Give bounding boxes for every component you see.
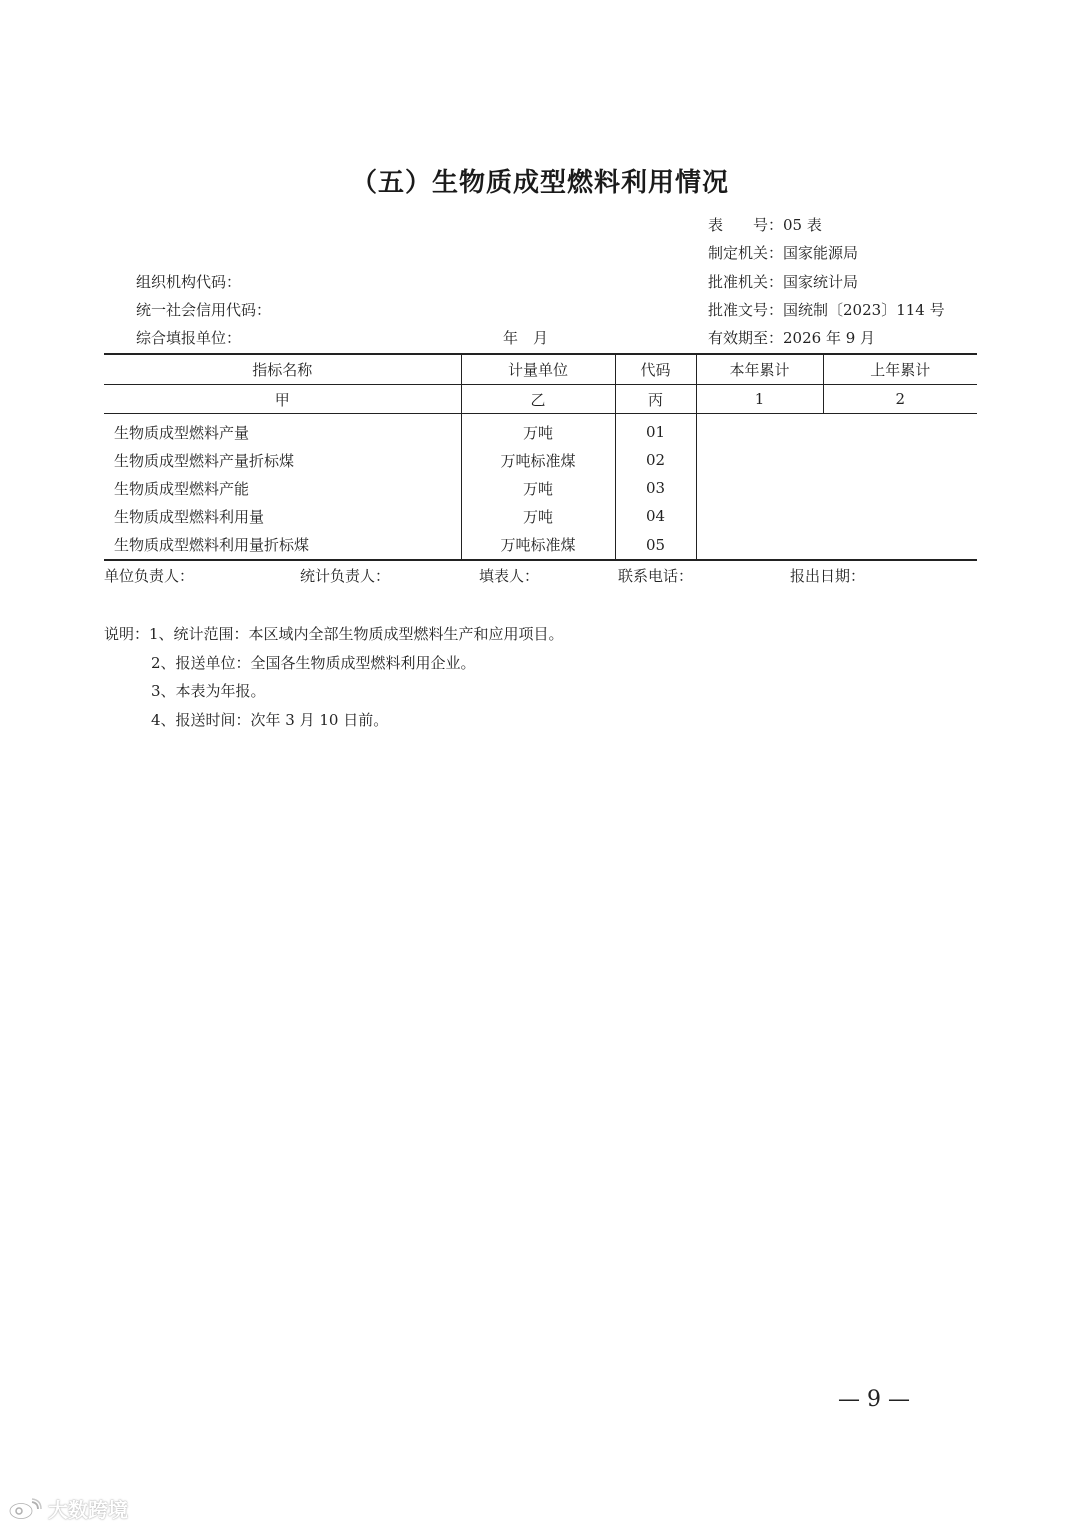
row-unit: 万吨标准煤 [461, 530, 615, 560]
issuing-authority-label: 制定机关： [708, 244, 784, 262]
valid-until-label: 有效期至： [708, 329, 784, 347]
watermark-text: 大数跨境 [48, 1498, 128, 1522]
row-indicator-name: 生物质成型燃料利用量折标煤 [104, 530, 461, 560]
subheader-yi: 乙 [461, 385, 615, 414]
row-code: 04 [615, 502, 696, 530]
table-row [104, 414, 977, 447]
year-month-field: 年 月 [503, 329, 549, 347]
row-unit: 万吨标准煤 [461, 446, 615, 474]
row-indicator-name: 生物质成型燃料利用量 [114, 507, 265, 526]
form-title: （五）生物质成型燃料利用情况 [350, 168, 729, 198]
subheader-jia: 甲 [104, 385, 461, 414]
filler-field: 填表人： [479, 567, 540, 585]
row-value-cell[interactable] [696, 414, 977, 447]
table-subheader-row [104, 385, 977, 414]
row-indicator-name: 生物质成型燃料产量 [114, 423, 250, 442]
approving-authority-value: 国家统计局 [783, 273, 859, 291]
valid-until [708, 328, 875, 348]
approval-number-value: 国统制〔2023〕114 号 [783, 301, 945, 319]
org-code-field: 组织机构代码： [136, 273, 242, 291]
valid-until-value: 2026 年 9 月 [783, 329, 876, 347]
approving-authority-label: 批准机关： [708, 273, 784, 291]
row-code: 01 [615, 414, 696, 447]
row-indicator-name: 生物质成型燃料产能 [114, 479, 250, 498]
credit-code-field: 统一社会信用代码： [136, 301, 272, 319]
subheader-bing: 丙 [615, 385, 696, 414]
row-unit: 万吨 [461, 502, 615, 530]
header-indicator-name: 指标名称 [104, 354, 461, 385]
subheader-2: 2 [823, 385, 977, 414]
row-indicator-name: 生物质成型燃料产量折标煤 [114, 451, 295, 470]
subheader-1: 1 [696, 385, 823, 414]
table-number-label: 表 号： [708, 216, 784, 234]
note-item: 说明：1、统计范围：本区域内全部生物质成型燃料生产和应用项目。 [104, 625, 564, 643]
note-item: 3、本表为年报。 [151, 682, 266, 700]
weibo-logo-icon [8, 1498, 42, 1525]
header-unit: 计量单位 [461, 354, 615, 385]
header-previous-year: 上年累计 [823, 354, 977, 385]
approval-number-label: 批准文号： [708, 301, 784, 319]
table-header-row [104, 354, 977, 385]
row-value-cell[interactable] [696, 530, 977, 560]
statistics-table [104, 353, 977, 561]
notes-section [104, 620, 564, 734]
table-number [708, 215, 822, 235]
header-code: 代码 [615, 354, 696, 385]
approval-number [708, 300, 945, 320]
table-row [104, 446, 977, 474]
note-item: 2、报送单位：全国各生物质成型燃料利用企业。 [151, 653, 476, 672]
table-row [104, 502, 977, 530]
row-unit: 万吨 [461, 414, 615, 447]
report-date-field: 报出日期： [790, 567, 866, 585]
row-code: 05 [615, 530, 696, 560]
row-value-cell[interactable] [696, 446, 977, 474]
page-number: — 9 — [838, 1387, 910, 1412]
row-value-cell[interactable] [696, 474, 977, 502]
row-unit: 万吨 [461, 474, 615, 502]
row-code: 03 [615, 474, 696, 502]
header-current-year: 本年累计 [696, 354, 823, 385]
table-row [104, 474, 977, 502]
reporting-unit-field: 综合填报单位： [136, 329, 242, 347]
table-number-value: 05 表 [783, 216, 822, 234]
unit-head-field: 单位负责人： [104, 567, 195, 585]
issuing-authority [708, 243, 858, 263]
issuing-authority-value: 国家能源局 [783, 244, 859, 262]
phone-field: 联系电话： [618, 567, 694, 585]
note-item: 4、报送时间：次年 3 月 10 日前。 [151, 710, 389, 729]
table-row [104, 530, 977, 560]
approving-authority [708, 272, 858, 292]
row-code: 02 [615, 446, 696, 474]
row-value-cell[interactable] [696, 502, 977, 530]
stat-head-field: 统计负责人： [300, 567, 391, 585]
watermark [8, 1494, 128, 1525]
